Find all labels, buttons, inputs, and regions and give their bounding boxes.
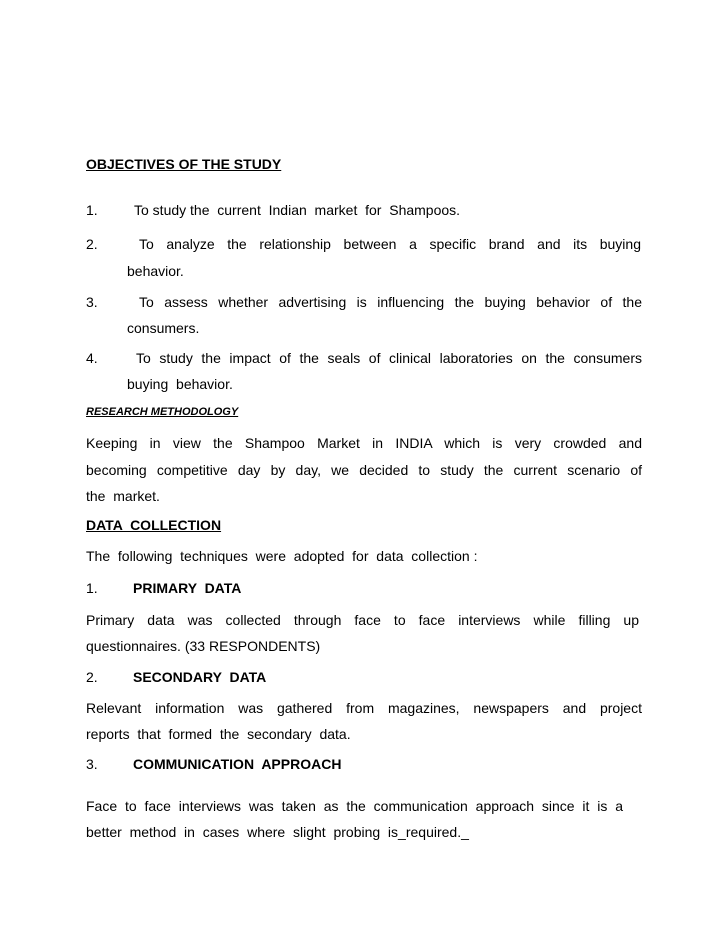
research-line-3: the market. bbox=[86, 488, 160, 504]
communication-approach-number: 3. bbox=[86, 756, 98, 772]
communication-approach-line-2: better method in cases where slight probing is_required._ bbox=[86, 824, 469, 840]
objective-1-number: 1. bbox=[86, 202, 98, 218]
objective-4-text: To study the impact of the seals of clinical laboratories on the consumers bbox=[136, 350, 642, 366]
secondary-data-line-1: Relevant information was gathered from magazines, newspapers and project bbox=[86, 700, 642, 716]
research-line-1: Keeping in view the Shampoo Market in INDIA which is very crowded and bbox=[86, 435, 642, 451]
secondary-data-title: SECONDARY DATA bbox=[133, 669, 267, 685]
data-collection-intro: The following techniques were adopted for data collection : bbox=[86, 548, 478, 564]
primary-data-line-1: Primary data was collected through face to face interviews while filling up bbox=[86, 612, 639, 628]
research-line-2: becoming competitive day by day, we decided to study the current scenario of bbox=[86, 462, 642, 478]
objective-4-text-cont: buying behavior. bbox=[127, 376, 233, 392]
communication-approach-title: COMMUNICATION APPROACH bbox=[133, 756, 342, 772]
secondary-data-number: 2. bbox=[86, 669, 98, 685]
primary-data-title: PRIMARY DATA bbox=[133, 580, 242, 596]
objective-1-text: To study the current Indian market for Shampoos. bbox=[134, 202, 461, 218]
objective-3-number: 3. bbox=[86, 294, 98, 310]
objective-3-text: To assess whether advertising is influencing the buying behavior of the bbox=[139, 294, 642, 310]
objectives-heading: OBJECTIVES OF THE STUDY bbox=[86, 156, 282, 172]
objective-2-text-cont: behavior. bbox=[127, 263, 184, 279]
objective-2-number: 2. bbox=[86, 236, 98, 252]
communication-approach-line-1: Face to face interviews was taken as the communication approach since it is a bbox=[86, 798, 623, 814]
research-methodology-heading: RESEARCH METHODOLOGY bbox=[86, 406, 239, 418]
secondary-data-line-2: reports that formed the secondary data. bbox=[86, 726, 351, 742]
data-collection-heading: DATA COLLECTION bbox=[86, 517, 222, 533]
objective-4-number: 4. bbox=[86, 350, 98, 366]
objective-2-text: To analyze the relationship between a specific brand and its buying bbox=[139, 236, 641, 252]
primary-data-line-2: questionnaires. (33 RESPONDENTS) bbox=[86, 638, 321, 654]
primary-data-number: 1. bbox=[86, 580, 98, 596]
objective-3-text-cont: consumers. bbox=[127, 320, 200, 336]
